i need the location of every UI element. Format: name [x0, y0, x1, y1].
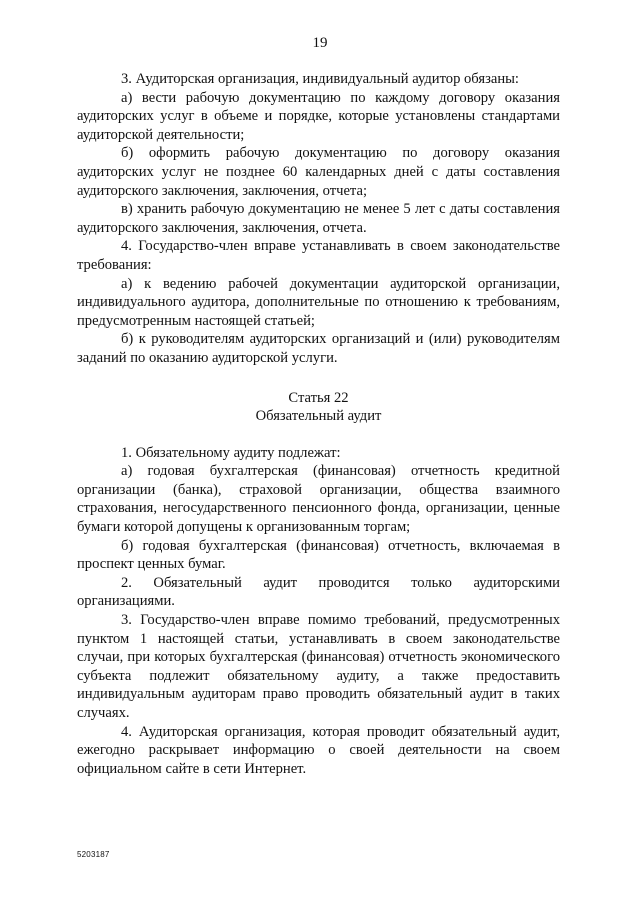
- paragraph-mandatory-audit-4: 4. Аудиторская организация, которая проводит обязательный аудит, ежегодно раскрывает информацию о своей деятельности на своем официальном сайте в сети Интернет.: [77, 723, 560, 777]
- page-number: 19: [312, 35, 328, 51]
- document-code: 5203187: [77, 850, 110, 859]
- article-number: Статья 22: [288, 389, 349, 406]
- paragraph-mandatory-audit-3: 3. Государство-член вправе помимо требований, предусмотренных пунктом 1 настоящей статьи, устанавливать в своем законодательстве случаи, при которых бухгалтерская (финансовая) отчетность экономического субъекта подлежит обязательному аудиту, а также предоставить индивидуальным аудиторам право проводить обязательный аудит в таких случаях.: [77, 612, 560, 721]
- document-body: [77, 70, 560, 778]
- paragraph-obligation-a: а) вести рабочую документацию по каждому договору оказания аудиторских услуг в объеме и порядке, которые установлены стандартами аудиторской деятельности;: [77, 89, 560, 143]
- paragraph-obligation-c: в) хранить рабочую документацию не менее 5 лет с даты составления аудиторского заключения, заключения, отчета.: [77, 201, 560, 236]
- paragraph-mandatory-audit-2: 2. Обязательный аудит проводится только аудиторскими организациями.: [77, 574, 560, 610]
- paragraph-mandatory-audit-intro: 1. Обязательному аудиту подлежат:: [121, 444, 341, 461]
- article-body: [77, 444, 560, 779]
- paragraph-mandatory-audit-a: а) годовая бухгалтерская (финансовая) отчетность кредитной организации (банка), страховой организации, общества взаимного страхования, негосударственного пенсионного фонда, организации, ценные бумаги которой допущены к организованным торгам;: [77, 463, 560, 536]
- paragraph-member-state-requirements: 4. Государство-член вправе устанавливать в своем законодательстве требования:: [77, 238, 560, 273]
- article-title: Обязательный аудит: [255, 408, 382, 425]
- paragraph-requirement-b: б) к руководителям аудиторских организаций и (или) руководителям заданий по оказанию аудиторской услуги.: [77, 331, 560, 366]
- paragraph-requirement-a: а) к ведению рабочей документации аудиторской организации, индивидуального аудитора, дополнительные по отношению к требованиям, предусмотренным настоящей статьей;: [77, 275, 560, 329]
- paragraph-obligations-intro: 3. Аудиторская организация, индивидуальный аудитор обязаны:: [121, 71, 519, 87]
- paragraph-obligation-b: б) оформить рабочую документацию по договору оказания аудиторских услуг не позднее 60 календарных дней с даты составления аудиторского заключения, заключения, отчета;: [77, 145, 560, 199]
- paragraph-mandatory-audit-b: б) годовая бухгалтерская (финансовая) отчетность, включаемая в проспект ценных бумаг.: [77, 537, 560, 573]
